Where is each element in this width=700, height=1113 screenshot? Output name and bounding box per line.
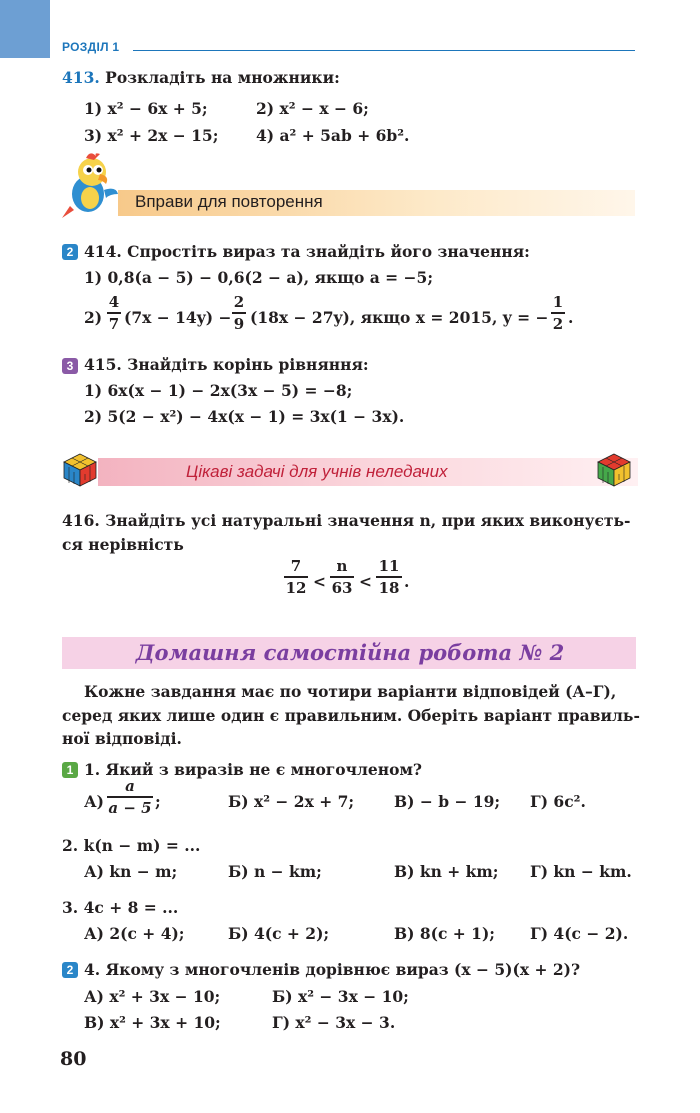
answer-option-c: В) − b − 19; [394,792,501,811]
fraction-denominator: 18 [378,578,400,597]
answer-option-d: Г) 6c². [530,792,586,811]
difficulty-badge: 2 [62,962,78,978]
fraction-denominator: a − 5 [108,798,152,817]
exercise-number: 416. [62,511,100,530]
homework-title: Домашня самостійна робота № 2 [135,640,565,665]
exercise-414 [84,242,530,262]
ex415-item: 2) 5(2 − x²) − 4x(x − 1) = 3x(1 − 3x). [84,407,405,426]
fraction [232,293,246,333]
less-than-sign: < [359,572,372,591]
answer-option-a: А) 2(c + 4); [84,924,185,943]
ex413-item: 2) x² − x − 6; [256,99,369,118]
fraction-numerator: 7 [290,557,302,575]
fraction-bar [284,576,308,578]
less-than-sign: < [313,572,326,591]
exercise-413 [62,68,340,88]
fraction-bar [107,796,153,798]
inequality-end: . [404,572,410,591]
fraction [107,293,121,333]
exercise-text: Знайдіть корінь рівняння: [127,355,369,374]
fraction [284,557,308,597]
homework-intro: ної відповіді. [62,729,182,748]
ex414-end: . [568,308,574,327]
rubik-cube-icon [596,452,632,488]
exercise-number: 415. [84,355,122,374]
answer-end: ; [155,792,161,811]
ex414-expr: (7x − 14y) − [124,308,232,327]
fraction-denominator: 12 [285,578,307,597]
answer-option-c: В) kn + km; [394,862,499,881]
answer-option-b: Б) x² − 3x − 10; [272,987,409,1006]
answer-option-b: Б) 4(c + 2); [228,924,330,943]
question-4: 4. Якому з многочленів дорівнює вираз (x − 5)(x + 2)? [84,960,581,979]
fraction [107,777,153,817]
exercise-number: 414. [84,242,122,261]
fraction-denominator: 2 [552,314,564,333]
homework-intro: Кожне завдання має по чотири варіанти відповідей (А–Г), [84,682,617,701]
difficulty-badge: 3 [62,358,78,374]
fraction-numerator: 4 [108,293,120,311]
answer-option-a: А) x² + 3x − 10; [84,987,221,1006]
question-3: 3. 4c + 8 = ... [62,898,179,917]
ex414-item: 1) 0,8(a − 5) − 0,6(2 − a), якщо a = −5; [84,268,434,287]
rubik-cube-icon [62,452,98,488]
answer-option-d: Г) x² − 3x − 3. [272,1013,396,1032]
fraction-numerator: 11 [378,557,400,575]
corner-tab [0,0,50,58]
answer-option-a: А) kn − m; [84,862,178,881]
fraction [551,293,565,333]
ex414-prefix: 2) [84,308,103,327]
section-label: РОЗДІЛ 1 [62,40,120,54]
fraction-numerator: a [125,777,135,795]
answer-option-d: Г) 4(c − 2). [530,924,629,943]
fraction-bar [232,312,246,314]
fraction-denominator: 63 [331,578,353,597]
exercise-text: Спростіть вираз та знайдіть його значення: [127,242,530,261]
ex414-expr: (18x − 27y), якщо x = 2015, y = − [250,308,549,327]
exercise-415 [84,355,369,375]
answer-option-b: Б) x² − 2x + 7; [228,792,355,811]
answer-option-c: В) x² + 3x + 10; [84,1013,221,1032]
fraction-bar [376,576,402,578]
fraction-bar [551,312,565,314]
answer-option-c: В) 8(c + 1); [394,924,496,943]
exercise-text-cont: ся нерівність [62,535,184,554]
exercise-text: Знайдіть усі натуральні значення n, при яких виконуєть- [105,511,631,530]
page-number: 80 [60,1048,87,1070]
exercise-text: Розкладіть на множники: [105,68,340,87]
difficulty-badge: 2 [62,244,78,260]
question-2: 2. k(n − m) = ... [62,836,201,855]
fraction-bar [330,576,354,578]
fraction-bar [107,312,121,314]
fraction [376,557,402,597]
exercise-number: 413. [62,68,100,87]
ex413-item: 3) x² + 2x − 15; [84,126,219,145]
answer-option-a: А) [84,792,104,811]
question-1: 1. Який з виразів не є многочленом? [84,760,422,779]
answer-option-b: Б) n − km; [228,862,322,881]
ex413-item: 1) x² − 6x + 5; [84,99,208,118]
fraction-numerator: 2 [233,293,245,311]
difficulty-badge: 1 [62,762,78,778]
homework-intro: серед яких лише один є правильним. Оберіть варіант правиль- [62,706,640,725]
fraction-numerator: n [336,557,348,575]
fraction-denominator: 7 [108,314,120,333]
ex413-item: 4) a² + 5ab + 6b². [256,126,410,145]
section-rule [133,50,635,51]
fraction-denominator: 9 [233,314,245,333]
review-banner-title: Вправи для повторення [135,192,323,211]
parrot-icon [56,150,136,220]
ex415-item: 1) 6x(x − 1) − 2x(3x − 5) = −8; [84,381,353,400]
fraction [330,557,354,597]
fun-banner-title: Цікаві задачі для учнів неледачих [186,462,448,481]
fraction-numerator: 1 [552,293,564,311]
answer-option-d: Г) kn − km. [530,862,632,881]
exercise-416 [62,511,631,531]
